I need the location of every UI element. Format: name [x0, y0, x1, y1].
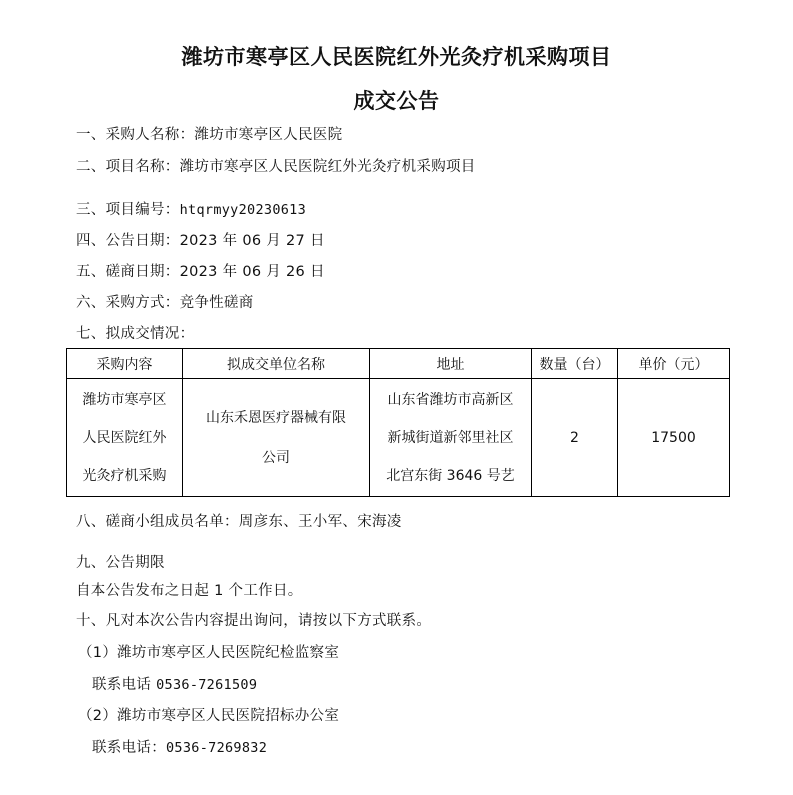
cell-address-line: 新城街道新邻里社区 — [387, 429, 514, 446]
award-table — [66, 348, 730, 497]
cell-supplier-line: 公司 — [262, 449, 290, 466]
col-header-address: 地址 — [370, 349, 532, 379]
contact2-phone: 0536-7269832 — [166, 740, 268, 756]
cell-supplier — [183, 379, 370, 497]
col-header-unit-price: 单价（元） — [618, 349, 730, 379]
project-number-label: 三、项目编号： — [76, 202, 180, 218]
cell-address — [370, 379, 532, 497]
period-text: 自本公告发布之日起 1 个工作日。 — [76, 583, 303, 599]
project-name-line: 二、项目名称：潍坊市寒亭区人民医院红外光灸疗机采购项目 — [76, 159, 476, 175]
announce-date-label: 四、公告日期： — [76, 233, 180, 249]
cell-quantity: 2 — [532, 379, 618, 497]
cell-content-line: 光灸疗机采购 — [82, 467, 167, 484]
award-table-header-row — [67, 349, 730, 379]
contact2-phone-label: 联系电话： — [92, 740, 166, 756]
col-header-supplier: 拟成交单位名称 — [183, 349, 370, 379]
procurement-method-line: 六、采购方式：竞争性磋商 — [76, 295, 254, 311]
period-heading: 九、公告期限 — [76, 555, 165, 571]
award-heading: 七、拟成交情况： — [76, 326, 195, 342]
negotiate-date-value: 2023 年 06 月 26 日 — [179, 264, 325, 280]
contact1-phone-label: 联系电话 — [92, 677, 157, 693]
announce-date-line — [76, 229, 325, 250]
col-header-quantity: 数量（台） — [532, 349, 618, 379]
panel-members-line: 八、磋商小组成员名单：周彦东、王小军、宋海凌 — [76, 514, 402, 530]
document-title: 潍坊市寒亭区人民医院红外光灸疗机采购项目 — [181, 44, 612, 69]
cell-supplier-line: 山东禾恩医疗器械有限 — [206, 409, 346, 426]
cell-content-line: 人民医院红外 — [82, 429, 167, 446]
contact-heading: 十、凡对本次公告内容提出询问，请按以下方式联系。 — [76, 613, 432, 629]
project-number-line — [76, 198, 306, 219]
cell-address-line: 北宫东街 3646 号艺 — [386, 467, 515, 484]
negotiate-date-line — [76, 260, 325, 281]
contact1-phone: 0536-7261509 — [156, 677, 258, 693]
cell-address-line: 山东省潍坊市高新区 — [387, 391, 514, 408]
purchaser-line: 一、采购人名称：潍坊市寒亭区人民医院 — [76, 127, 343, 143]
contact2-phone-line — [92, 736, 267, 757]
cell-unit-price: 17500 — [618, 379, 730, 497]
contact2-org: （2）潍坊市寒亭区人民医院招标办公室 — [78, 708, 340, 724]
cell-content-line: 潍坊市寒亭区 — [82, 391, 167, 408]
col-header-content: 采购内容 — [67, 349, 183, 379]
announce-date-value: 2023 年 06 月 27 日 — [179, 233, 325, 249]
negotiate-date-label: 五、磋商日期： — [76, 264, 180, 280]
contact1-org: （1）潍坊市寒亭区人民医院纪检监察室 — [78, 645, 340, 661]
table-row — [67, 379, 730, 497]
project-number-value: htqrmyy20230613 — [179, 202, 307, 218]
cell-content — [67, 379, 183, 497]
document-subtitle: 成交公告 — [353, 88, 440, 113]
contact1-phone-line — [92, 673, 257, 694]
